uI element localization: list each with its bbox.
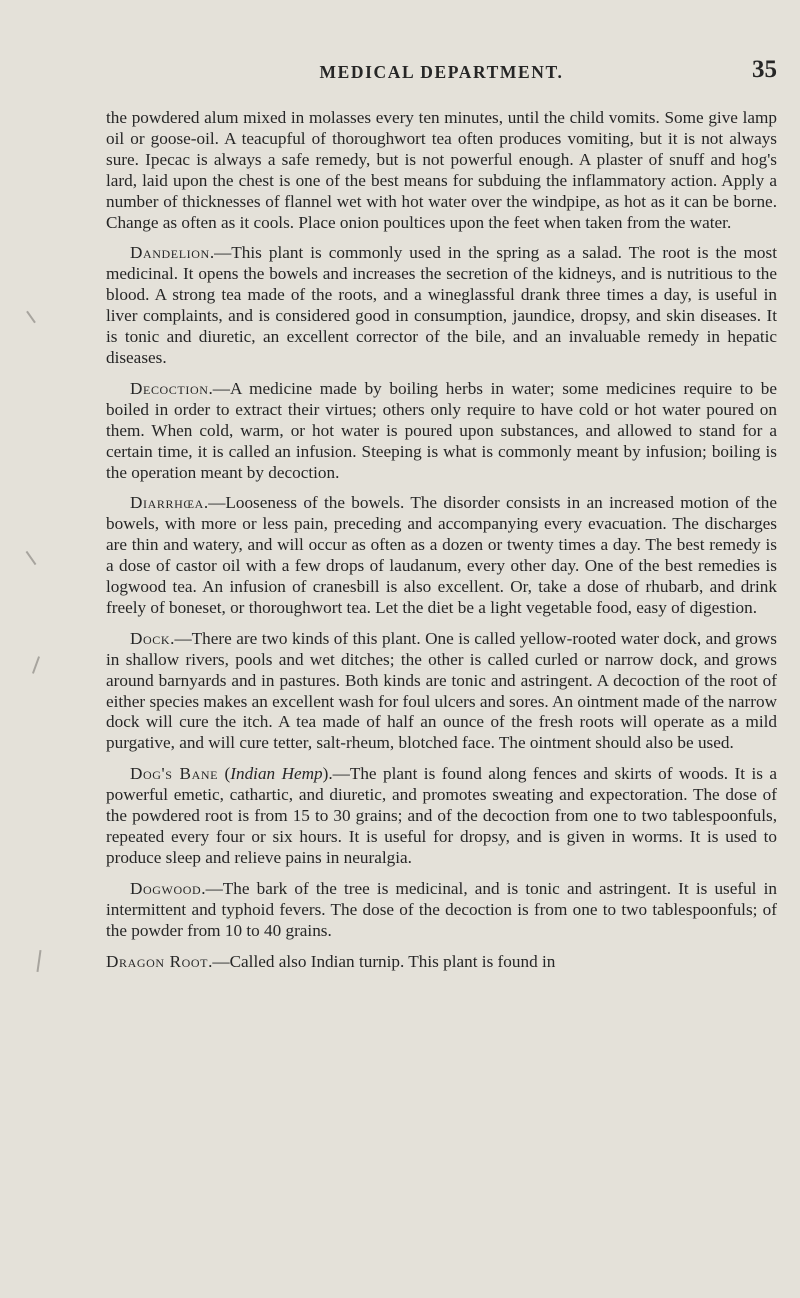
entry-text: .—This plant is commonly used in the spring as a salad. The root is the most medicinal. It opens the bowels and increases the secretion of the kidneys, and is nutritious to the blood. A strong tea made of the roots, and a wineglassful drank three times a day, is useful in liver complaints, and is considered good in consumption, jaundice, dropsy, and skin diseases. It is tonic and diuretic, an excellent corrector of the bile, and an invaluable remedy in hepatic diseases. xyxy=(106,243,777,367)
entry-croup-continued xyxy=(106,108,777,233)
entry-text: .—The plant is found along fences and skirts of woods. It is a powerful emetic, cathartic, and diuretic, and promotes sweating and expectoration. The dose of the powdered root is from 15 to 30 grains; and of the decoction from one to two tablespoonfuls, repeated every four or six hours. It is useful for dropsy, and is given in worms. It is used to produce sleep and relieve pains in neuralgia. xyxy=(106,764,777,867)
entry-headword: Dogwood xyxy=(130,878,202,898)
entry-text: .—There are two kinds of this plant. One is called yellow-rooted water dock, and grows in shallow rivers, pools and wet ditches; the other is called curled or narrow dock, and grows around barnyards and in pastures. Both kinds are tonic and astringent. A decoction of the root of either species makes an excellent wash for foul ulcers and sores. An ointment made of the narrow dock will cure the itch. A tea made of half an ounce of the fresh roots will operate as a mild purgative, and will cure tetter, salt-rheum, blotched face. The ointment should also be used. xyxy=(106,628,777,753)
running-head xyxy=(106,54,777,84)
entry-headword: Decoction xyxy=(130,378,209,398)
entry-headword: Dragon Root xyxy=(106,951,209,971)
entry-decoction xyxy=(106,379,777,484)
entry-alt-name: Indian Hemp xyxy=(230,764,323,784)
entry-text: .—Looseness of the bowels. The disorder consists in an increased motion of the bowels, with more or less pain, preceding and accompanying every evacuation. The discharges are thin and watery, and will occur as often as a dozen or twenty times a day. The best remedy is a dose of castor oil with a few drops of laudanum, every other day. One of the best remedies is logwood tea. An infusion of cranesbill is also excellent. Or, take a dose of rhubarb, and drink freely of boneset, or thoroughwort tea. Let the diet be a light vegetable food, easy of digestion. xyxy=(106,493,777,617)
entry-headword: Dock xyxy=(130,628,171,648)
page-title: MEDICAL DEPARTMENT. xyxy=(319,62,564,82)
margin-pencil-mark xyxy=(36,950,41,972)
entry-text: .—Called also Indian turnip. This plant is found in xyxy=(208,951,556,971)
entry-dogs-bane: Dog's Bane (Indian Hemp).—The plant is found along fences and skirts of woods. It is a powerful emetic, cathartic, and diuretic, and promotes sweating and expectoration. The dose of the powdered root is from 15 to 30 grains; and of the decoction from one to two tablespoonfuls, repeated every four or six hours. It is useful for dropsy, and is given in worms. It is used to produce sleep and relieve pains in neuralgia. xyxy=(106,764,777,867)
page-number: 35 xyxy=(752,56,777,83)
margin-pencil-mark xyxy=(26,311,36,324)
margin-pencil-mark xyxy=(26,551,37,565)
body-text xyxy=(106,108,777,972)
entry-headword: Dandelion xyxy=(130,243,210,263)
entry-headword: Diarrhœa xyxy=(130,493,204,513)
entry-dandelion xyxy=(106,243,777,368)
entry-headword: Dog's Bane xyxy=(130,764,219,784)
entry-text: the powdered alum mixed in molasses every ten minutes, until the child vomits. Some give lamp oil or goose-oil. A teacupful of thoroughwort tea often produces vomiting, but it is not always sure. Ipecac is always a safe remedy, but is not powerful enough. A plaster of snuff and hog's lard, laid upon the chest is one of the best means for subduing the inflammatory action. Apply a number of thicknesses of flannel wet with hot water over the windpipe, as hot as it can be borne. Change as often as it cools. Place onion poultices upon the feet when taken from the water. xyxy=(106,108,777,232)
entry-diarrhoea xyxy=(106,493,777,618)
entry-dogwood xyxy=(106,879,777,942)
entry-dock xyxy=(106,629,777,754)
entry-text: .—The bark of the tree is medicinal, and is tonic and astringent. It is useful in intermittent and typhoid fevers. The dose of the decoction is from one to two tablespoonfuls; of the powder from 10 to 40 grains. xyxy=(106,878,777,940)
entry-text: .—A medicine made by boiling herbs in water; some medicines require to be boiled in order to extract their virtues; others only require to have cold or hot water poured on them. When cold, warm, or hot water is poured upon substances, and allowed to stand for a certain time, it is called an infusion. Steeping is what is commonly meant by infusion; boiling is the operation meant by decoction. xyxy=(106,378,777,482)
entry-dragon-root xyxy=(106,952,777,973)
margin-pencil-mark xyxy=(32,656,40,674)
